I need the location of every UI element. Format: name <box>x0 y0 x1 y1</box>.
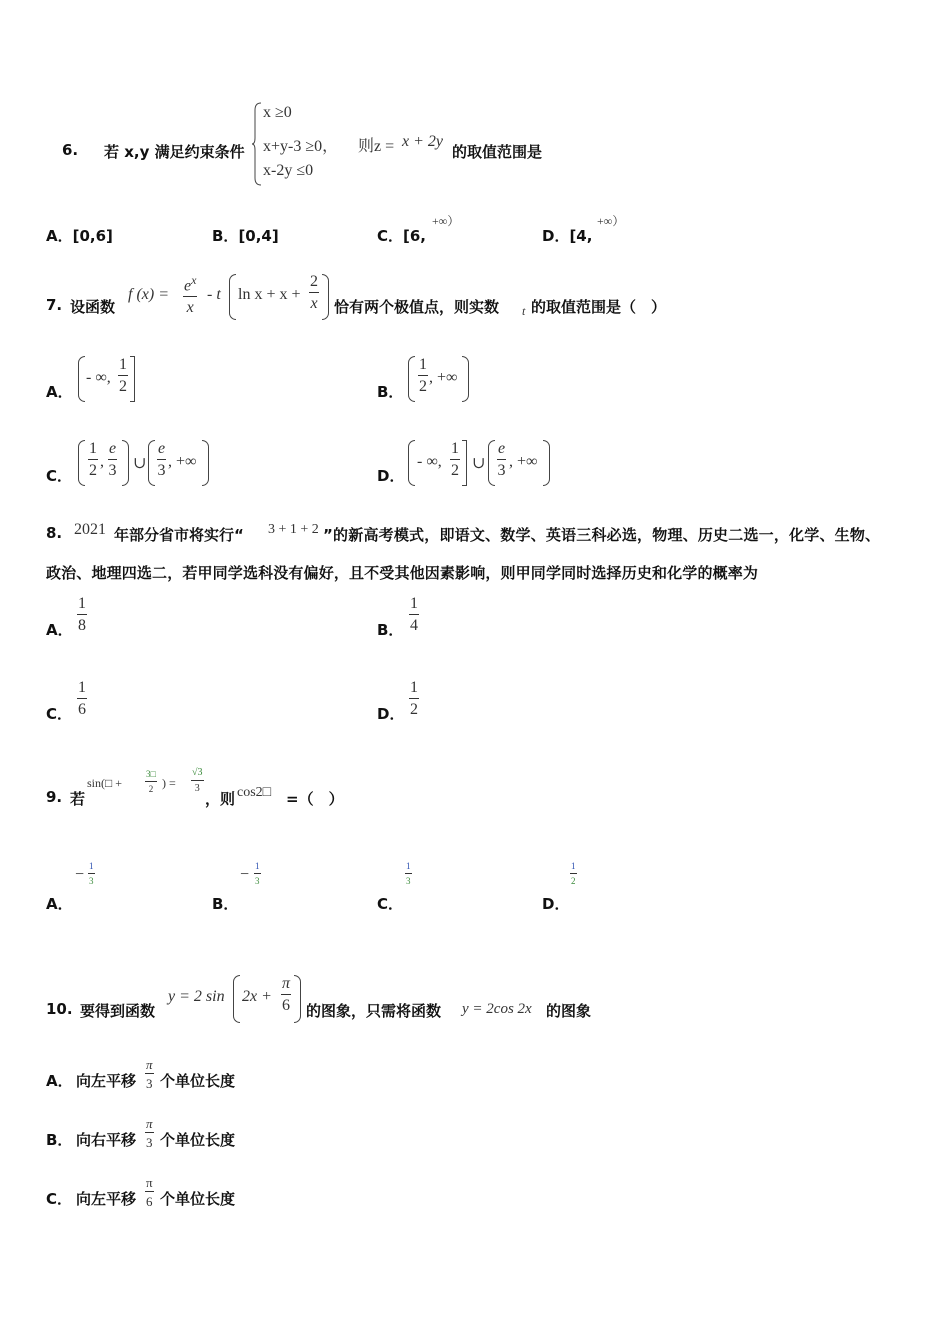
option-c-fraction-1: 1 2 <box>89 440 97 479</box>
constraint-3: x-2y ≤0 <box>263 162 314 179</box>
option-a[interactable]: A．[0,6] <box>46 227 113 245</box>
line1-d: ”的新高考模式，即语文、数学、英语三科必选，物理、历史二选一，化学、生物、 <box>323 526 881 544</box>
then-text: ，则 <box>205 790 236 808</box>
option-d-fraction: 1 2 <box>410 679 418 718</box>
close-paren <box>543 440 550 486</box>
variable-t: t <box>522 304 526 318</box>
option-d-fraction-2: e 3 <box>497 440 506 479</box>
open-paren <box>488 440 495 486</box>
question-number: 9. <box>46 788 63 806</box>
option-c[interactable]: C． <box>46 467 73 485</box>
option-b-fraction: π 3 <box>146 1116 153 1150</box>
option-label: B． <box>46 1131 73 1149</box>
option-label: C． <box>46 1190 73 1208</box>
open-paren <box>78 440 85 486</box>
ln-expression: ln x + x + <box>238 286 301 303</box>
option-c-fraction: 1 6 <box>78 679 86 718</box>
option-d[interactable]: D．[4, <box>542 227 593 245</box>
year: 2021 <box>74 521 106 538</box>
close-bracket <box>462 440 467 486</box>
question-lead: 若 <box>70 790 86 808</box>
option-a[interactable]: A． <box>46 895 73 913</box>
option-a[interactable]: A． <box>46 383 73 401</box>
left-paren <box>229 274 236 320</box>
brace-icon <box>252 102 262 186</box>
fraction-2-over-x: 2 x <box>310 273 318 312</box>
option-a-fraction: 1 3 <box>89 861 94 886</box>
constraint-1: x ≥0 <box>263 104 292 121</box>
option-b[interactable]: B． <box>212 895 239 913</box>
question-tail: 的图象 <box>546 1002 592 1020</box>
option-a-left: - ∞, <box>86 369 111 386</box>
option-d-sup: +∞） <box>597 214 625 228</box>
question-number: 7. <box>46 296 63 314</box>
option-text-b: 个单位长度 <box>160 1190 236 1208</box>
option-b-fraction: 1 3 <box>255 861 260 886</box>
option-d-fraction-1: 1 2 <box>451 440 459 479</box>
y-equals-2sin: y = 2 sin <box>168 988 225 1005</box>
objective: x + 2y <box>402 133 443 150</box>
then-text: 则z = <box>358 138 395 155</box>
minus-t: - t <box>207 286 221 303</box>
question-number: 8. <box>46 524 63 542</box>
fraction-root3-over-3: √3 3 <box>192 767 203 794</box>
right-paren <box>322 274 329 320</box>
option-c[interactable]: C． <box>46 705 73 723</box>
close-paren <box>462 356 469 402</box>
right-paren <box>294 975 301 1023</box>
option-c-fraction: π 6 <box>146 1175 153 1209</box>
question-lead: 若 x,y 满足约束条件 <box>104 143 245 161</box>
mode-312: 3 + 1 + 2 <box>268 522 319 537</box>
option-text-a: 向左平移 <box>76 1190 137 1208</box>
option-c-right: , +∞ <box>168 453 197 470</box>
option-c-fraction-3: e 3 <box>157 440 166 479</box>
y-equals-2cos: y = 2cos 2x <box>462 1001 532 1017</box>
question-tail: 的取值范围是 <box>452 143 543 161</box>
option-d[interactable]: D． <box>377 467 405 485</box>
cos-expression: cos2□ <box>237 785 272 800</box>
union-symbol: ∪ <box>472 455 486 472</box>
close-paren <box>202 440 209 486</box>
close-paren <box>122 440 129 486</box>
inner-expression: 2x + <box>242 988 272 1005</box>
option-label: A． <box>46 1072 73 1090</box>
option-a-fraction: π 3 <box>146 1057 153 1091</box>
open-paren <box>148 440 155 486</box>
option-a[interactable]: A． <box>46 621 73 639</box>
option-text-b: 个单位长度 <box>160 1072 236 1090</box>
option-a-fraction: 1 8 <box>78 595 86 634</box>
sin-part: sin(□ + <box>87 776 123 790</box>
option-a-fraction: 1 2 <box>119 356 127 395</box>
option-d[interactable]: D． <box>377 705 405 723</box>
option-b[interactable]: B． <box>377 621 404 639</box>
equals: ) = <box>162 776 176 790</box>
line2: 政治、地理四选二，若甲同学选科没有偏好，且不受其他因素影响，则甲同学同时选择历史和化学的概率为 <box>46 564 759 582</box>
open-paren <box>408 440 415 486</box>
question-number: 10. <box>46 1000 73 1018</box>
option-b[interactable]: B． <box>377 383 404 401</box>
option-b[interactable]: B．[0,4] <box>212 227 279 245</box>
option-text-a: 向右平移 <box>76 1131 137 1149</box>
option-c-sup: +∞） <box>432 214 460 228</box>
option-c[interactable]: C．[6, <box>377 227 427 245</box>
option-d-right: , +∞ <box>509 453 538 470</box>
comma: , <box>100 453 104 470</box>
line1-b: 年部分省市将实行“ <box>114 526 244 544</box>
option-d-left: - ∞, <box>417 453 442 470</box>
constraint-2: x+y-3 ≥0， <box>263 138 339 155</box>
option-b-fraction: 1 2 <box>419 356 427 395</box>
close-bracket <box>130 356 135 402</box>
open-paren <box>78 356 85 402</box>
option-text-a: 向左平移 <box>76 1072 137 1090</box>
question-number: 6. <box>62 141 79 159</box>
open-paren <box>408 356 415 402</box>
option-b-fraction: 1 4 <box>410 595 418 634</box>
left-paren <box>233 975 240 1023</box>
option-d[interactable]: D． <box>542 895 570 913</box>
middle-text: 的图象，只需将函数 <box>306 1002 442 1020</box>
option-c-fraction: 1 3 <box>406 861 411 886</box>
option-b-sign: − <box>240 866 250 883</box>
union-symbol: ∪ <box>133 455 147 472</box>
fraction-pi-over-6: π 6 <box>282 975 291 1014</box>
question-tail-b: 的取值范围是（ ） <box>531 298 667 316</box>
option-c-fraction-2: e 3 <box>108 440 117 479</box>
option-b-right: , +∞ <box>429 369 458 386</box>
option-c[interactable]: C． <box>377 895 404 913</box>
question-tail-a: 恰有两个极值点，则实数 <box>334 298 500 316</box>
option-text-b: 个单位长度 <box>160 1131 236 1149</box>
option-d-fraction: 1 2 <box>571 861 576 886</box>
fraction-3-over-2: 3□ 2 <box>146 769 156 794</box>
function-name: f (x) = <box>128 286 169 303</box>
fraction-ex-over-x: $e^x$ x <box>184 273 197 317</box>
question-lead: 设函数 <box>70 298 116 316</box>
question-lead: 要得到函数 <box>80 1002 156 1020</box>
option-a-sign: − <box>75 866 85 883</box>
question-tail: =（ ） <box>286 790 344 808</box>
